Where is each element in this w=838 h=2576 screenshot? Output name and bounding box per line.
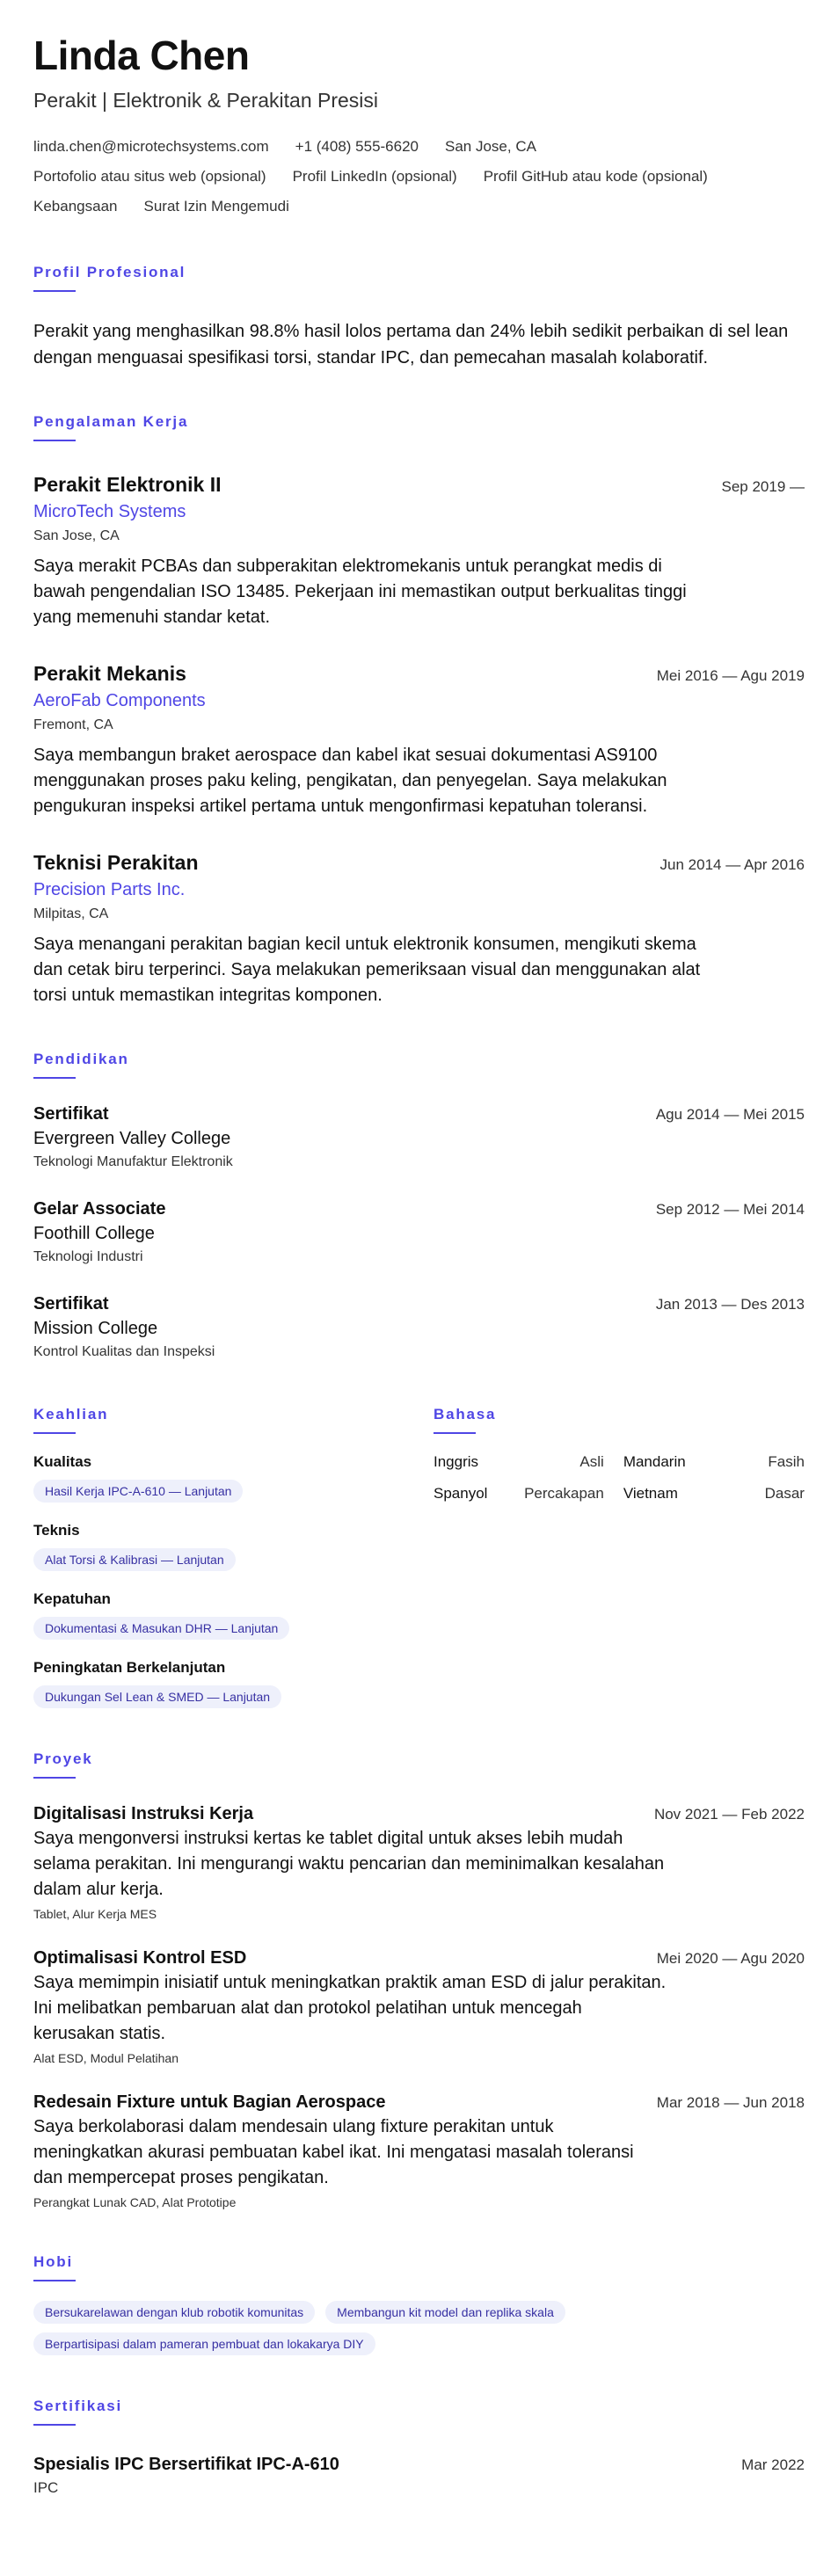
education-entry	[33, 1197, 805, 1269]
hobby-pill: Membangun kit model dan replika skala	[325, 2301, 565, 2324]
skills-languages-row	[33, 1406, 805, 1708]
job-company: Precision Parts Inc.	[33, 880, 186, 899]
project-tags: Tablet, Alur Kerja MES	[33, 1907, 157, 1921]
projects-section	[33, 1750, 805, 2211]
job-date: Sep 2019 —	[721, 478, 805, 495]
hobby-list	[33, 2301, 667, 2355]
language-name: Vietnam	[623, 1485, 678, 1502]
job-entry	[33, 849, 805, 1008]
skill-pill: Alat Torsi & Kalibrasi — Lanjutan	[33, 1548, 236, 1571]
project-title: Redesain Fixture untuk Bagian Aerospace	[33, 2092, 386, 2112]
hobbies-section	[33, 2253, 805, 2355]
project-description: Saya memimpin inisiatif untuk meningkatkan praktik aman ESD di jalur perakitan. Ini melibatkan pembaruan alat dan protokol pelatihan untuk mencegah kerusakan statis.	[33, 1973, 667, 2043]
edu-field: Teknologi Industri	[33, 1249, 143, 1264]
job-title: Teknisi Perakitan	[33, 851, 199, 874]
person-title: Perakit | Elektronik & Perakitan Presisi	[33, 89, 379, 112]
certification-issuer: IPC	[33, 2479, 59, 2496]
skill-pill: Dukungan Sel Lean & SMED — Lanjutan	[33, 1685, 281, 1708]
section-divider	[434, 1432, 476, 1434]
education-entry	[33, 1102, 805, 1174]
project-entry	[33, 2090, 805, 2211]
edu-date: Sep 2012 — Mei 2014	[655, 1201, 805, 1218]
section-divider	[33, 1777, 76, 1779]
job-entry	[33, 471, 805, 630]
section-heading: Sertifikasi	[33, 2398, 123, 2414]
project-entry	[33, 1801, 805, 1923]
language-level: Percakapan	[524, 1485, 604, 1502]
job-description: Saya menangani perakitan bagian kecil untuk elektronik konsumen, mengikuti skema dan cetak biru terperinci. Saya melakukan pemeriksaan visual dan menggunakan alat torsi untuk memastikan integritas komponen.	[33, 935, 701, 1005]
language-list	[434, 1453, 805, 1503]
project-description: Saya berkolaborasi dalam mendesain ulang fixture perakitan untuk meningkatkan akurasi pembuatan kabel ikat. Ini mengatasi masalah toleransi dan mempercepat proses pengikatan.	[33, 2117, 634, 2187]
section-divider	[33, 440, 76, 441]
section-heading: Proyek	[33, 1750, 93, 1767]
edu-degree: Gelar Associate	[33, 1199, 166, 1219]
project-tags: Alat ESD, Modul Pelatihan	[33, 2051, 179, 2065]
certifications-section	[33, 2398, 805, 2500]
edu-degree: Sertifikat	[33, 1104, 109, 1124]
edu-degree: Sertifikat	[33, 1294, 109, 1313]
job-description: Saya merakit PCBAs dan subperakitan elektromekanis untuk perangkat medis di bawah pengendalian ISO 13485. Pekerjaan ini memastikan output berkualitas tinggi yang memenuhi standar ketat.	[33, 557, 687, 627]
profile-section	[33, 264, 805, 371]
language-name: Mandarin	[623, 1453, 686, 1470]
section-heading: Profil Profesional	[33, 264, 186, 280]
skill-category: Kualitas	[33, 1453, 92, 1470]
skill-pill: Hasil Kerja IPC-A-610 — Lanjutan	[33, 1480, 243, 1503]
edu-school: Evergreen Valley College	[33, 1129, 231, 1148]
hobby-pill: Berpartisipasi dalam pameran pembuat dan lokakarya DIY	[33, 2332, 375, 2355]
languages-section	[434, 1406, 805, 1708]
job-location: Milpitas, CA	[33, 906, 109, 921]
experience-section	[33, 413, 805, 1008]
job-location: San Jose, CA	[33, 528, 120, 543]
profile-summary: Perakit yang menghasilkan 98.8% hasil lolos pertama dan 24% lebih sedikit perbaikan di sel lean dengan menguasai spesifikasi torsi, standar IPC, dan pemecahan masalah kolaboratif.	[33, 322, 789, 367]
section-heading: Keahlian	[33, 1406, 109, 1423]
job-title: Perakit Mekanis	[33, 662, 186, 685]
resume-header	[33, 32, 805, 222]
certification-name: Spesialis IPC Bersertifikat IPC-A-610	[33, 2455, 339, 2474]
section-divider	[33, 2424, 76, 2426]
contact-location: San Jose, CA	[445, 138, 536, 155]
section-divider	[33, 290, 76, 292]
edu-date: Agu 2014 — Mei 2015	[655, 1106, 805, 1123]
section-heading: Hobi	[33, 2253, 73, 2270]
section-divider	[33, 2280, 76, 2281]
edu-date: Jan 2013 — Des 2013	[655, 1296, 805, 1313]
education-entry	[33, 1292, 805, 1364]
contact-info	[33, 132, 805, 162]
contact-portfolio[interactable]: Portofolio atau situs web (opsional)	[33, 168, 266, 185]
contact-github[interactable]: Profil GitHub atau kode (opsional)	[483, 168, 708, 185]
contact-phone[interactable]: +1 (408) 555-6620	[295, 138, 419, 155]
edu-school: Mission College	[33, 1319, 158, 1338]
job-date: Mei 2016 — Agu 2019	[656, 667, 805, 684]
contact-linkedin[interactable]: Profil LinkedIn (opsional)	[292, 168, 457, 185]
section-heading: Pengalaman Kerja	[33, 413, 189, 430]
skill-category: Teknis	[33, 1522, 80, 1539]
hobby-pill: Bersukarelawan dengan klub robotik komunitas	[33, 2301, 315, 2324]
section-heading: Bahasa	[434, 1406, 497, 1423]
contact-license: Surat Izin Mengemudi	[143, 198, 289, 215]
language-level: Asli	[579, 1453, 604, 1470]
edu-field: Teknologi Manufaktur Elektronik	[33, 1154, 233, 1169]
job-company: AeroFab Components	[33, 691, 206, 710]
project-date: Mei 2020 — Agu 2020	[656, 1950, 805, 1967]
project-tags: Perangkat Lunak CAD, Alat Prototipe	[33, 2195, 237, 2209]
contact-nationality: Kebangsaan	[33, 198, 118, 215]
contact-extra	[33, 192, 805, 222]
section-divider	[33, 1077, 76, 1079]
skill-pill: Dokumentasi & Masukan DHR — Lanjutan	[33, 1617, 289, 1640]
person-name: Linda Chen	[33, 33, 250, 78]
skills-section	[33, 1406, 434, 1708]
certification-date: Mar 2022	[741, 2456, 805, 2473]
job-title: Perakit Elektronik II	[33, 473, 222, 496]
language-level: Dasar	[764, 1485, 805, 1502]
job-date: Jun 2014 — Apr 2016	[659, 856, 805, 873]
project-date: Mar 2018 — Jun 2018	[656, 2094, 805, 2111]
job-entry	[33, 660, 805, 819]
language-level: Fasih	[768, 1453, 805, 1470]
skill-category: Peningkatan Berkelanjutan	[33, 1659, 226, 1676]
edu-field: Kontrol Kualitas dan Inspeksi	[33, 1344, 215, 1359]
contact-email[interactable]: linda.chen@microtechsystems.com	[33, 138, 269, 155]
language-name: Spanyol	[434, 1485, 488, 1502]
project-title: Digitalisasi Instruksi Kerja	[33, 1804, 254, 1823]
job-company: MicroTech Systems	[33, 502, 186, 521]
education-section	[33, 1051, 805, 1364]
job-location: Fremont, CA	[33, 717, 113, 732]
project-description: Saya mengonversi instruksi kertas ke tablet digital untuk akses lebih mudah selama perakitan. Ini mengurangi waktu pencarian dan meminimalkan kesalahan dalam alur kerja.	[33, 1829, 665, 1899]
certification-entry	[33, 2452, 805, 2500]
project-entry	[33, 1946, 805, 2067]
edu-school: Foothill College	[33, 1224, 155, 1243]
contact-links	[33, 162, 805, 192]
section-heading: Pendidikan	[33, 1051, 129, 1067]
section-divider	[33, 1432, 76, 1434]
project-title: Optimalisasi Kontrol ESD	[33, 1948, 247, 1968]
project-date: Nov 2021 — Feb 2022	[653, 1806, 805, 1823]
skill-category: Kepatuhan	[33, 1590, 111, 1607]
job-description: Saya membangun braket aerospace dan kabel ikat sesuai dokumentasi AS9100 menggunakan proses paku keling, pengikatan, dan penyegelan. Saya melakukan pengukuran inspeksi artikel pertama untuk mengonfirmasi kepatuhan toleransi.	[33, 746, 667, 816]
language-name: Inggris	[434, 1453, 479, 1470]
